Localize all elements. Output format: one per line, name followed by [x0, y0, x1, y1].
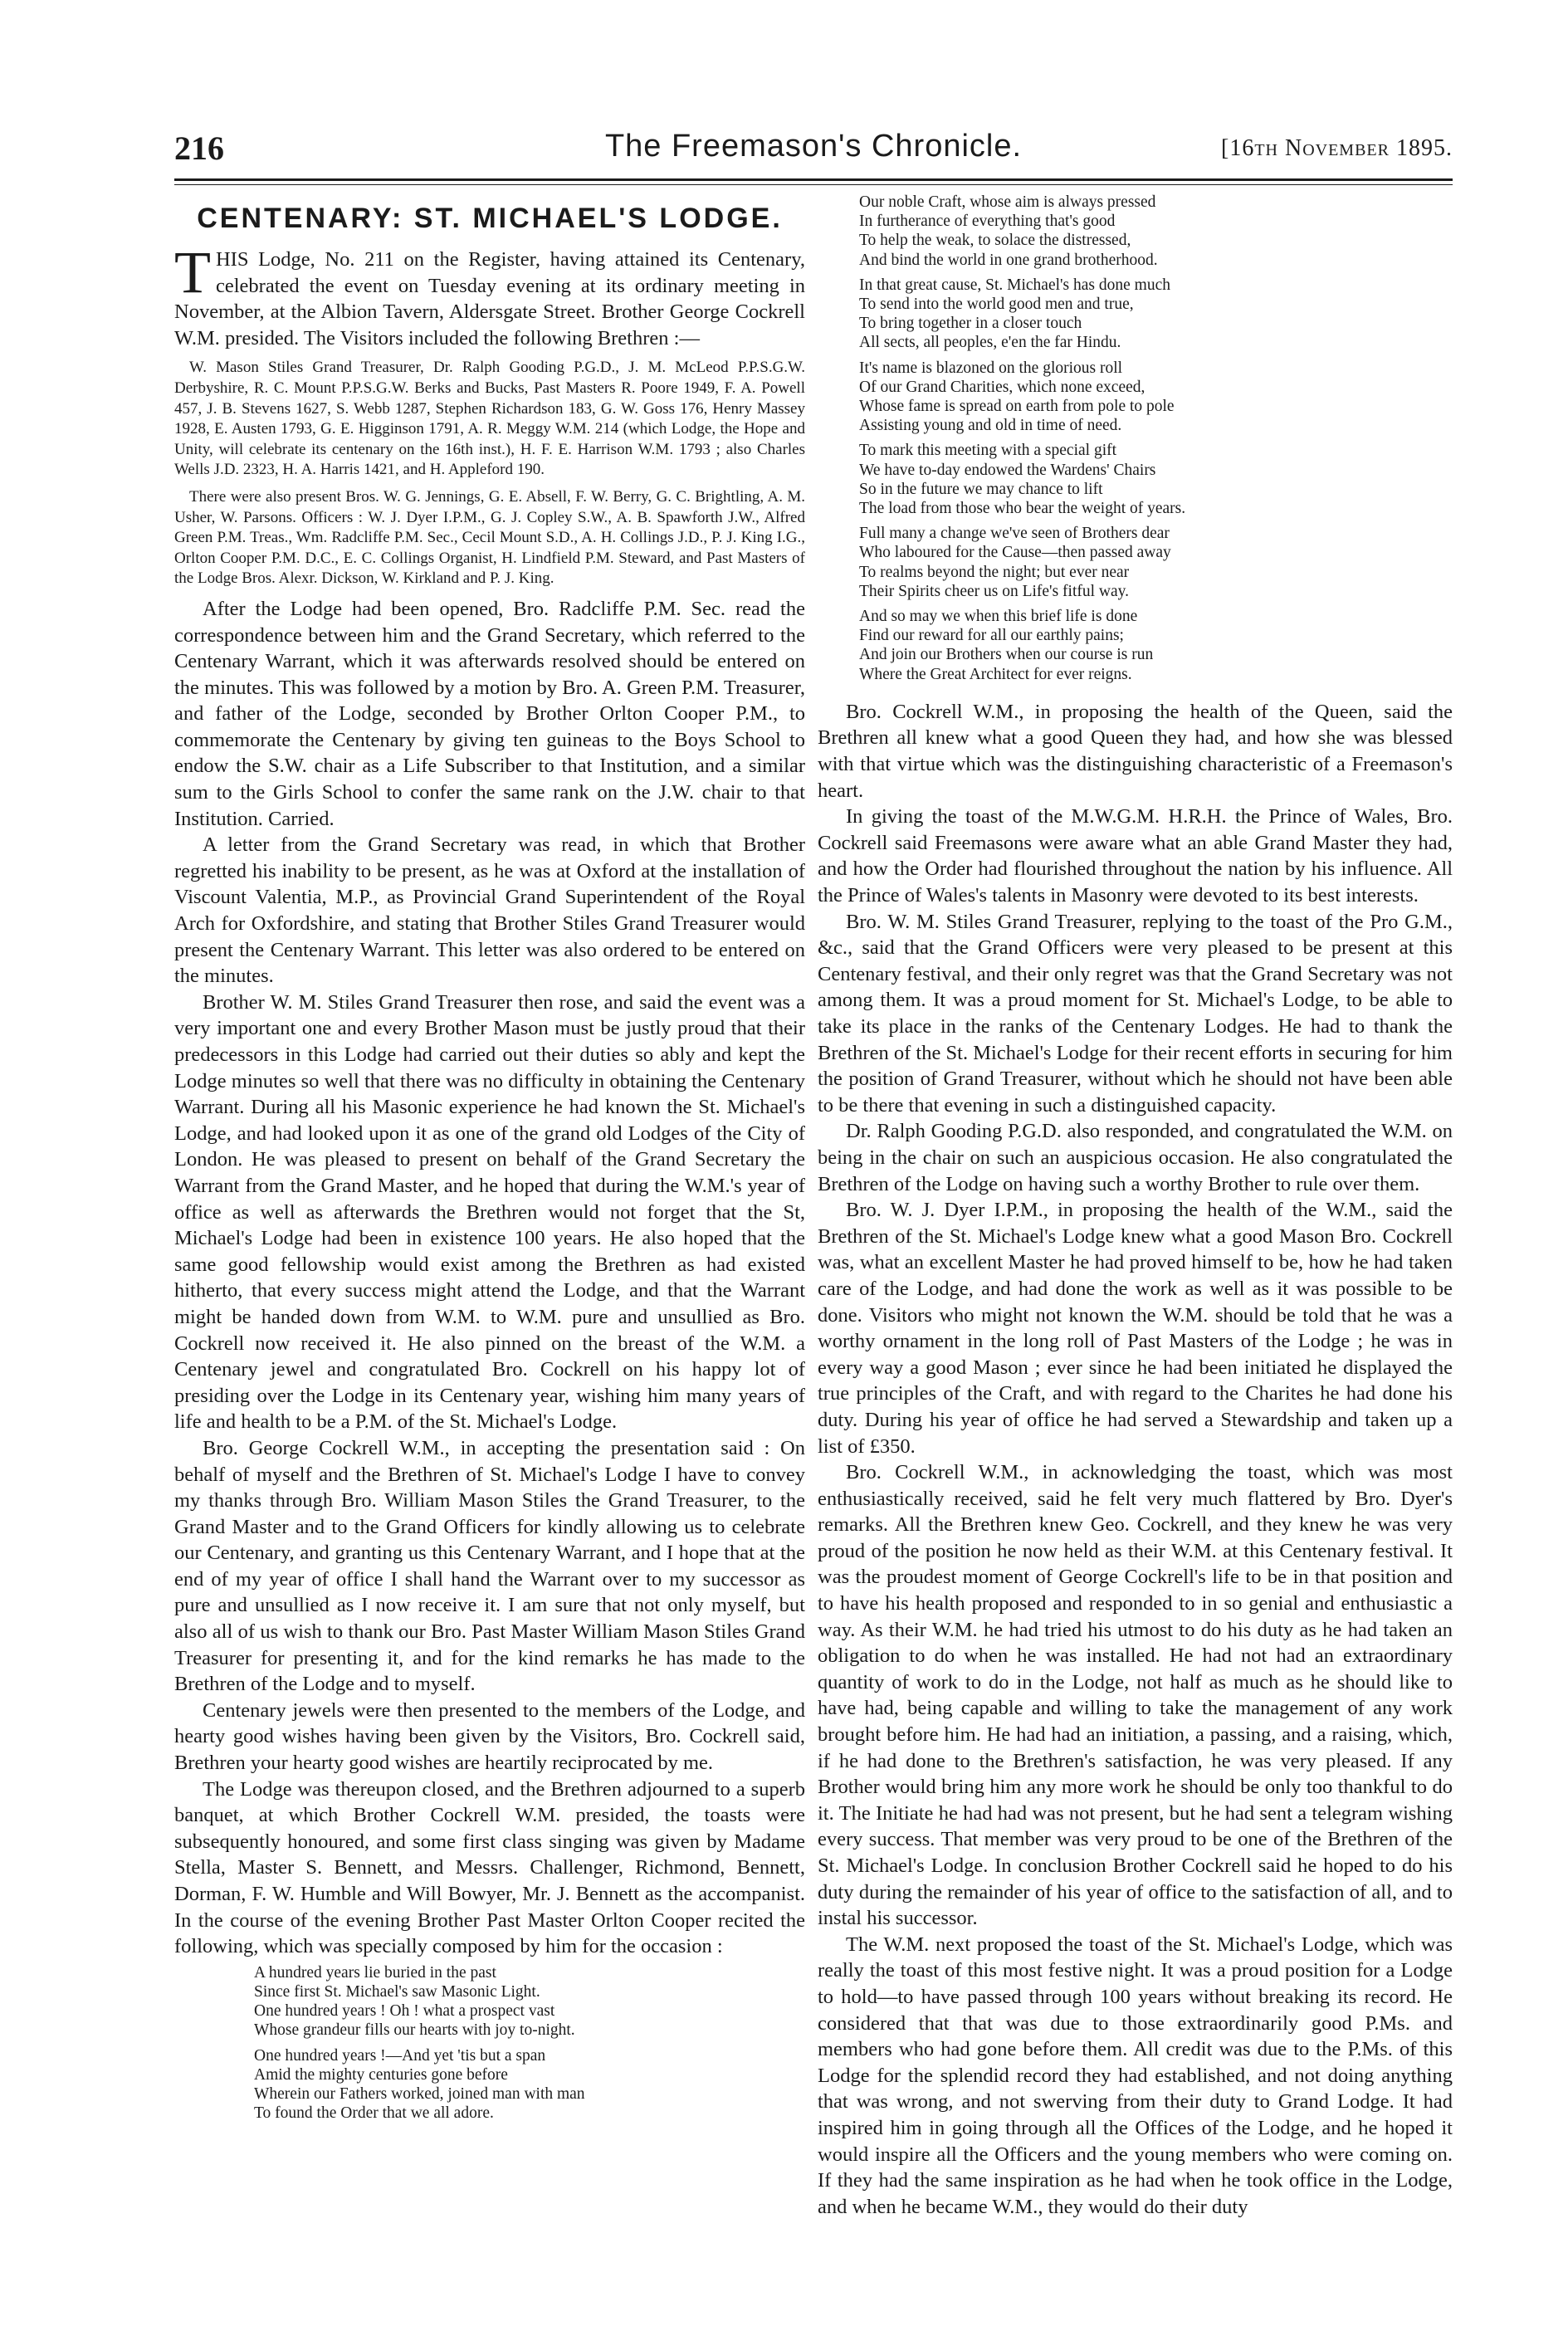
present-list: There were also present Bros. W. G. Jennings, G. E. Absell, F. W. Berry, G. C. Brightling, A. M. Usher, W. Parsons. Officers : W. J. Dyer I.P.M., G. J. Copley S.W., A. B. Spawforth J.W., Alfred Green P.M. Treas., Wm. Radcliffe P.M. Sec., Cecil Mount S.D., A. H. Collings J.D., P. J. King I.G., Orlton Cooper P.M. D.C., E. C. Collings Organist, H. Lindfield P.M. Steward, and Past Masters of the Lodge Bros. Alexr. Dickson, W. Kirkland and P. J. King. [174, 487, 805, 588]
paragraph: Centenary jewels were then presented to the members of the Lodge, and hearty good wishes having been given by the Visitors, Bro. Cockrell said, Brethren your hearty good wishes are heartily reciprocated by me. [174, 1698, 805, 1775]
poem-line: Their Spirits cheer us on Life's fitful way. [859, 582, 1129, 600]
right-column [818, 193, 1453, 2304]
poem-left [254, 1963, 805, 2123]
poem-line: One hundred years ! Oh ! what a prospect vast [254, 2002, 555, 2021]
poem-line: To realms beyond the night; but ever near [859, 563, 1130, 581]
header-rule-thin [174, 184, 1453, 185]
paragraph: Bro. Cockrell W.M., in proposing the health of the Queen, said the Brethren all knew what a good Queen they had, and how she was blessed with that virtue which was the distinguishing characteristic of a Freemason's heart. [818, 700, 1453, 802]
poem-line: And join our Brothers when our course is run [859, 646, 1154, 664]
poem-line: And so may we when this brief life is done [859, 608, 1138, 626]
page-header [174, 129, 1453, 178]
article-title: CENTENARY: ST. MICHAEL'S LODGE. [197, 203, 783, 234]
masthead-title: The Freemason's Chronicle. [604, 129, 1023, 164]
poem-line: In that great cause, St. Michael's has done much [859, 276, 1170, 294]
paragraph: Bro. Cockrell W.M., in acknowledging the toast, which was most enthusiastically received, said he felt very much flattered by Bro. Dyer's remarks. All the Brethren knew Geo. Cockrell, and they knew he was very proud of the position he now held as their W.M. at this Centenary festival. It was the proudest moment of George Cockrell's life to be in that position and to have his health proposed and responded to in so genial and enthusiastic a way. As their W.M. he had tried his utmost to do his duty as he had taken an obligation to do when he was installed. He had not had an extraordinary quantity of work to do in the Lodge, not half as much as he should like to have had, being capable and willing to take the management of any work brought before him. He had had an initiation, a passing, and a raising, which, if he had done to the Brethren's satisfaction, he was very pleased. If any Brother would bring him any more work he should be only too thankful to do it. The Initiate he had had was not present, but he had sent a telegram wishing every success. That member was very proud to be one of the Brethren of the St. Michael's Lodge. In conclusion Brother Cockrell said he hoped to do his duty during the remainder of his year of office to the satisfaction of all, and to instal his successor. [818, 1461, 1453, 1930]
poem-line: To found the Order that we all adore. [254, 2104, 494, 2123]
paragraph: The W.M. next proposed the toast of the St. Michael's Lodge, which was really the toast of this most festive night. It was a proud position for a Lodge to hold—to have passed through 100 years without breaking its record. He considered that that was due to those extraordinarily good P.Ms. and members who had gone before them. All credit was due to the P.Ms. of this Lodge for the splendid record they had established, and not doing anything that was wrong, and not swerving from their duty to Grand Lodge. It had inspired him in going through all the Offices of the Lodge, and he hoped it would inspire all the Officers and the young members who were coming on. If they had the same inspiration as he had when he took office in the Lodge, and when he became W.M., they would do their duty [818, 1933, 1453, 2218]
poem-line: It's name is blazoned on the glorious roll [859, 359, 1123, 377]
poem-line: Wherein our Fathers worked, joined man with man [254, 2085, 585, 2103]
header-rule-thick [174, 178, 1453, 181]
poem-line: Full many a change we've seen of Brothers dear [859, 525, 1170, 543]
paragraph: In giving the toast of the M.W.G.M. H.R.H. the Prince of Wales, Bro. Cockrell said Freemasons were aware what an able Grand Master they had, and how the Order had flourished throughout the nation by his influence. All the Prince of Wales's talents in Masonry were devoted to its best interests. [818, 805, 1453, 907]
poem-stanza [859, 524, 1453, 601]
issue-date: [16th November 1895. [1221, 135, 1453, 161]
poem-line: Amid the mighty centuries gone before [254, 2065, 508, 2084]
paragraph: Bro. W. M. Stiles Grand Treasurer, replying to the toast of the Pro G.M., &c., said that the Grand Officers were very pleased to be present at this Centenary festival, and their only regret was that the Grand Secretary was not among them. It was a proud moment for St. Michael's Lodge, to be able to take its place in the ranks of the Centenary Lodges. He had to thank the Brethren of the St. Michael's Lodge for their recent efforts in securing for him the position of Grand Treasurer, without which he should not have been able to be there that evening in such a distinguished capacity. [818, 910, 1453, 1117]
poem-line: Where the Great Architect for ever reigns. [859, 665, 1132, 683]
poem-line: So in the future we may chance to lift [859, 480, 1103, 498]
poem-line: And bind the world in one grand brotherhood. [859, 251, 1158, 269]
poem-line: To help the weak, to solace the distressed, [859, 232, 1131, 250]
drop-cap: T [174, 239, 211, 305]
paragraph: Brother W. M. Stiles Grand Treasurer then rose, and said the event was a very important one and every Brother Mason must be justly proud that their predecessors in this Lodge had carried out their duties so ably and kept the Lodge minutes so well that there was no difficulty in obtaining the Centenary Warrant. During all his Masonic experience he had known the St. Michael's Lodge, and had looked upon it as one of the grand old Lodges of the City of London. He was pleased to present on behalf of the Grand Secretary the Warrant from the Grand Master, and he hoped that during the W.M.'s year of office as well as afterwards the Brethren would not forget that the St, Michael's Lodge had been in existence 100 years. He also hoped that the same good fellowship would exist among the Brethren as had existed hitherto, that every success might attend the Lodge, and that the Warrant might be handed down from W.M. to W.M. pure and unsullied as Bro. Cockrell now received it. He also pinned on the breast of the W.M. a Centenary jewel and congratulated Bro. Cockrell on his happy lot of presiding over the Lodge in its Centenary year, wishing him many years of life and health to be a P.M. of the St. Michael's Lodge. [174, 990, 805, 1434]
poem-line: All sects, all peoples, e'en the far Hindu. [859, 334, 1121, 352]
intro-paragraph [174, 239, 805, 351]
poem-stanza [859, 441, 1453, 518]
visitors-list: W. Mason Stiles Grand Treasurer, Dr. Ralph Gooding P.G.D., J. M. McLeod P.P.S.G.W. Derbyshire, R. C. Mount P.P.S.G.W. Berks and Bucks, Past Masters R. Poore 1949, F. A. Powell 457, J. B. Stevens 1627, S. Webb 1287, Stephen Richardson 183, G. W. Goss 176, Henry Massey 1928, E. Austen 1793, G. E. Higginson 1791, A. R. Meggy W.M. 214 (which Lodge, the Hope and Unity, will celebrate its centenary on the 16th inst.), H. F. E. Harrison W.M. 1793 ; also Charles Wells J.D. 2323, H. A. Harris 1421, and H. Appleford 190. [174, 359, 805, 479]
poem-stanza [859, 359, 1453, 436]
poem-line: Whose fame is spread on earth from pole to pole [859, 398, 1175, 416]
poem-line: We have to-day endowed the Wardens' Chairs [859, 461, 1156, 479]
poem-line: The load from those who bear the weight of years. [859, 500, 1186, 518]
paragraph: The Lodge was thereupon closed, and the Brethren adjourned to a superb banquet, at which Brother Cockrell W.M. presided, the toasts were subsequently honoured, and some first class singing was given by Madame Stella, Master S. Bennett, and Messrs. Challenger, Richmond, Bennett, Dorman, F. W. Humble and Will Bowyer, Mr. J. Bennett as the accompanist. In the course of the evening Brother Past Master Orlton Cooper recited the following, which was specially composed by him for the occasion : [174, 1777, 805, 1958]
poem-line: Whose grandeur fills our hearts with joy to-night. [254, 2021, 575, 2040]
poem-line: Our noble Craft, whose aim is always pressed [859, 193, 1156, 211]
paragraph: After the Lodge had been opened, Bro. Radcliffe P.M. Sec. read the correspondence between him and the Grand Secretary, which referred to the Centenary Warrant, which it was afterwards resolved should be entered on the minutes. This was followed by a motion by Bro. A. Green P.M. Treasurer, and father of the Lodge, seconded by Brother Orlton Cooper P.M., to commemorate the Centenary by giving ten guineas to the Boys School to endow the S.W. chair as a Life Subscriber to that Institution, and a similar sum to the Girls School to confer the same rank on the J.W. chair to that Institution. Carried. [174, 597, 805, 830]
poem-line: Find our reward for all our earthly pains; [859, 627, 1124, 645]
poem-line: A hundred years lie buried in the past [254, 1963, 496, 1982]
poem-line: To send into the world good men and true, [859, 296, 1134, 314]
paragraph: Bro. George Cockrell W.M., in accepting the presentation said : On behalf of myself and the Brethren of St. Michael's Lodge I have to convey my thanks through Bro. William Mason Stiles the Grand Treasurer, to the Grand Master and to the Grand Officers for kindly allowing us to celebrate our Centenary, and granting us this Centenary Warrant, and I hope that at the end of my year of office I shall hand the Warrant over to my successor as pure and unsullied as I now receive it. I am sure that not only myself, but also all of us wish to thank our Bro. Past Master William Mason Stiles Grand Treasurer for presenting it, and for the kind remarks he has made to the Brethren of the Lodge and to myself. [174, 1436, 805, 1696]
poem-line: To bring together in a closer touch [859, 315, 1082, 333]
poem-stanza [859, 276, 1453, 353]
poem-stanza [254, 1963, 805, 2040]
paragraph: A letter from the Grand Secretary was read, in which that Brother regretted his inability to be present, as he was at Oxford at the installation of Viscount Valentia, M.P., as Provincial Grand Superintendent of the Royal Arch for Oxfordshire, and stating that Brother Stiles Grand Treasurer would present the Centenary Warrant. This letter was also ordered to be entered on the minutes. [174, 833, 805, 988]
poem-stanza [254, 2046, 805, 2123]
poem-line: Since first St. Michael's saw Masonic Light. [254, 1982, 540, 2001]
poem-stanza [859, 607, 1453, 684]
poem-line: In furtherance of everything that's good [859, 213, 1116, 231]
poem-right [859, 193, 1453, 684]
poem-line: Of our Grand Charities, which none exceed, [859, 378, 1145, 396]
poem-line: To mark this meeting with a special gift [859, 442, 1117, 460]
poem-line: Who laboured for the Cause—then passed away [859, 544, 1171, 562]
left-column [174, 193, 805, 2304]
page-number: 216 [174, 130, 224, 167]
poem-stanza [859, 193, 1453, 270]
paragraph: Dr. Ralph Gooding P.G.D. also responded, and congratulated the W.M. on being in the chair on such an auspicious occasion. He also congratulated the Brethren of the Lodge on having such a worthy Brother to rule over them. [818, 1120, 1453, 1195]
paragraph: Bro. W. J. Dyer I.P.M., in proposing the health of the W.M., said the Brethren of the St. Michael's Lodge knew what a good Mason Bro. Cockrell was, what an excellent Master he had proved himself to be, how he had taken care of the Lodge, and had done the work as well as it was possible to be done. Visitors who might not known the W.M. should be told that he was a worthy ornament in the long roll of Past Masters of the Lodge ; he was in every way a good Mason ; ever since he had been initiated he displayed the true principles of the Craft, and with regard to the Charites he had done his duty. During his year of office he had served a Stewardship and taken up a list of £350. [818, 1199, 1453, 1458]
poem-line: Assisting young and old in time of need. [859, 417, 1122, 435]
intro-text: HIS Lodge, No. 211 on the Register, having attained its Centenary, celebrated the event on Tuesday evening at its ordinary meeting in November, at the Albion Tavern, Aldersgate Street. Brother George Cockrell W.M. presided. The Visitors included the following Brethren :— [174, 248, 805, 349]
poem-line: One hundred years !—And yet 'tis but a span [254, 2046, 546, 2065]
